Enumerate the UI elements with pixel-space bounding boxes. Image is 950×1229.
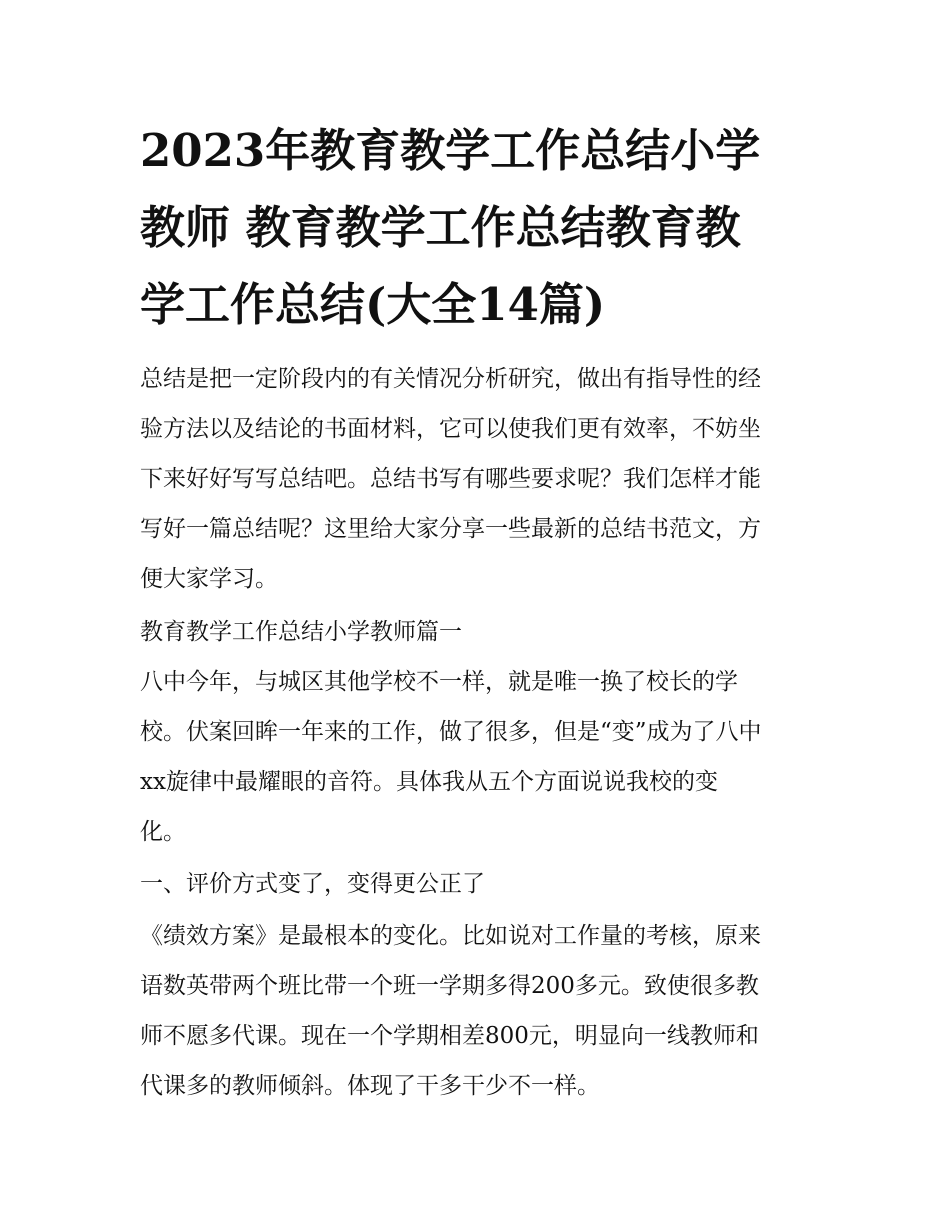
paragraph2-line-3: 师不愿多代课。现在一个学期相差800元，明显向一线教师和	[140, 1023, 759, 1049]
title-line-2: 教师 教育教学工作总结教育教	[140, 201, 741, 254]
intro-line-4: 写好一篇总结呢？这里给大家分享一些最新的总结书范文，方	[140, 516, 761, 542]
paragraph-line-4: 化。	[140, 819, 186, 845]
section-heading-1: 教育教学工作总结小学教师篇一	[140, 619, 462, 645]
document-title	[140, 112, 810, 343]
paragraph-line-1: 八中今年，与城区其他学校不一样，就是唯一换了校长的学	[140, 669, 738, 695]
title-line-1: 2023年教育教学工作总结小学	[140, 124, 761, 177]
intro-line-5: 便大家学习。	[140, 566, 278, 592]
subheading-1: 一、评价方式变了，变得更公正了	[140, 871, 485, 897]
intro-line-3: 下来好好写写总结吧。总结书写有哪些要求呢？我们怎样才能	[140, 466, 761, 492]
intro-line-1: 总结是把一定阶段内的有关情况分析研究，做出有指导性的经	[140, 366, 761, 392]
paragraph2-line-1: 《绩效方案》是最根本的变化。比如说对工作量的考核，原来	[140, 923, 761, 949]
paragraph-line-2: 校。伏案回眸一年来的工作，做了很多，但是“变”成为了八中	[140, 719, 762, 745]
title-line-3: 学工作总结(大全14篇)	[140, 278, 606, 331]
paragraph2-line-2: 语数英带两个班比带一个班一学期多得200多元。致使很多教	[140, 973, 759, 999]
intro-line-2: 验方法以及结论的书面材料，它可以使我们更有效率，不妨坐	[140, 416, 761, 442]
paragraph2-line-4: 代课多的教师倾斜。体现了干多干少不一样。	[140, 1073, 600, 1099]
paragraph-line-3: xx旋律中最耀眼的音符。具体我从五个方面说说我校的变	[140, 769, 718, 795]
